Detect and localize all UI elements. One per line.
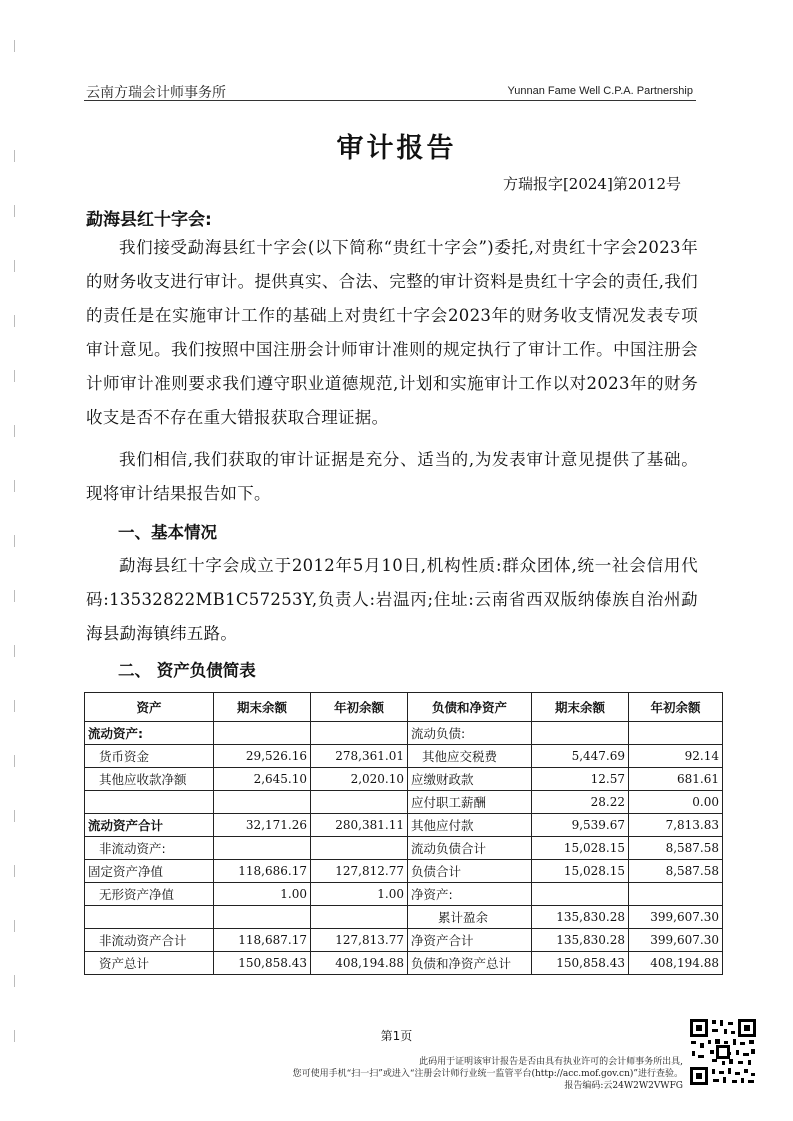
table-row <box>85 791 723 814</box>
table-cell: 累计盈余 <box>408 906 532 929</box>
table-row <box>85 860 723 883</box>
column-header: 负债和净资产 <box>408 693 532 722</box>
table-cell: 135,830.28 <box>532 929 629 952</box>
reference-number: 方瑞报字[2024]第2012号 <box>502 175 681 193</box>
table-cell <box>85 791 214 814</box>
header-divider <box>84 100 696 101</box>
table-row <box>85 745 723 768</box>
table-cell: 118,687.17 <box>214 929 311 952</box>
table-cell: 流动资产合计 <box>85 814 214 837</box>
table-cell: 固定资产净值 <box>85 860 214 883</box>
column-header: 年初余额 <box>629 693 723 722</box>
column-header: 期末余额 <box>214 693 311 722</box>
table-cell <box>532 722 629 745</box>
table-cell <box>311 791 408 814</box>
section-heading-balance-sheet: 二、 资产负债简表 <box>118 661 256 680</box>
table-cell: 非流动资产: <box>85 837 214 860</box>
report-code: 报告编码:云24W2W2VWFG <box>564 1081 683 1091</box>
table-row <box>85 814 723 837</box>
table-cell: 8,587.58 <box>629 860 723 883</box>
table-cell <box>629 722 723 745</box>
table-cell: 流动负债: <box>408 722 532 745</box>
table-cell: 应缴财政款 <box>408 768 532 791</box>
table-cell <box>311 837 408 860</box>
column-header: 年初余额 <box>311 693 408 722</box>
table-cell <box>214 791 311 814</box>
column-header: 资产 <box>85 693 214 722</box>
table-cell <box>85 906 214 929</box>
table-cell: 1.00 <box>214 883 311 906</box>
table-row <box>85 952 723 975</box>
table-cell: 2,645.10 <box>214 768 311 791</box>
table-row <box>85 929 723 952</box>
table-cell <box>311 722 408 745</box>
paragraph-evidence: 我们相信,我们获取的审计证据是充分、适当的,为发表审计意见提供了基础。现将审计结果报告如下。 <box>86 450 698 503</box>
table-cell: 399,607.30 <box>629 929 723 952</box>
table-cell: 资产总计 <box>85 952 214 975</box>
table-cell: 127,812.77 <box>311 860 408 883</box>
table-cell: 货币资金 <box>85 745 214 768</box>
table-cell: 12.57 <box>532 768 629 791</box>
table-cell <box>214 722 311 745</box>
table-cell: 应付职工薪酬 <box>408 791 532 814</box>
table-cell: 0.00 <box>629 791 723 814</box>
table-cell: 32,171.26 <box>214 814 311 837</box>
table-cell: 92.14 <box>629 745 723 768</box>
table-cell <box>532 883 629 906</box>
table-cell: 8,587.58 <box>629 837 723 860</box>
table-cell: 5,447.69 <box>532 745 629 768</box>
table-cell: 150,858.43 <box>214 952 311 975</box>
section-heading-basic-info: 一、基本情况 <box>118 523 217 542</box>
table-cell: 其他应付款 <box>408 814 532 837</box>
table-row <box>85 722 723 745</box>
table-row <box>85 837 723 860</box>
table-cell <box>214 906 311 929</box>
page-title: 审计报告 <box>336 133 457 164</box>
column-header: 期末余额 <box>532 693 629 722</box>
table-cell: 29,526.16 <box>214 745 311 768</box>
verification-note-line2: 您可使用手机“扫一扫”或进入“注册会计师行业统一监管平台(http://acc.mof.gov.cn)”进行查验。 <box>292 1069 683 1079</box>
table-cell: 150,858.43 <box>532 952 629 975</box>
table-cell: 280,381.11 <box>311 814 408 837</box>
table-cell: 无形资产净值 <box>85 883 214 906</box>
table-cell: 15,028.15 <box>532 837 629 860</box>
table-row <box>85 883 723 906</box>
table-cell: 118,686.17 <box>214 860 311 883</box>
table-cell: 负债和净资产总计 <box>408 952 532 975</box>
addressee: 勐海县红十字会: <box>86 210 212 230</box>
table-cell <box>629 883 723 906</box>
table-cell: 其他应收款净额 <box>85 768 214 791</box>
table-cell: 278,361.01 <box>311 745 408 768</box>
table-cell: 流动资产: <box>85 722 214 745</box>
table-cell: 9,539.67 <box>532 814 629 837</box>
table-cell: 2,020.10 <box>311 768 408 791</box>
table-cell: 135,830.28 <box>532 906 629 929</box>
firm-name-en: Yunnan Fame Well C.P.A. Partnership <box>507 85 693 97</box>
table-cell <box>214 837 311 860</box>
balance-sheet-table <box>84 692 723 975</box>
table-cell: 408,194.88 <box>311 952 408 975</box>
verification-note-line1: 此码用于证明该审计报告是否由具有执业许可的会计师事务所出具, <box>419 1057 683 1067</box>
table-cell: 28.22 <box>532 791 629 814</box>
firm-name-cn: 云南方瑞会计师事务所 <box>86 85 226 101</box>
table-cell <box>311 906 408 929</box>
table-cell: 15,028.15 <box>532 860 629 883</box>
verification-qr-code-icon[interactable] <box>688 1017 758 1087</box>
paragraph-basic-info: 勐海县红十字会成立于2012年5月10日,机构性质:群众团体,统一社会信用代码:13532822MB1C57253Y,负责人:岩温丙;住址:云南省西双版纳傣族自治州勐海县勐海镇纬五路。 <box>86 556 698 643</box>
table-cell: 流动负债合计 <box>408 837 532 860</box>
table-cell: 399,607.30 <box>629 906 723 929</box>
table-row <box>85 768 723 791</box>
table-cell: 7,813.83 <box>629 814 723 837</box>
table-cell: 127,813.77 <box>311 929 408 952</box>
paragraph-engagement: 我们接受勐海县红十字会(以下简称“贵红十字会”)委托,对贵红十字会2023年的财务收支进行审计。提供真实、合法、完整的审计资料是贵红十字会的责任,我们的责任是在实施审计工作的基础上对贵红十字会2023年的财务收支情况发表专项审计意见。我们按照中国注册会计师审计准则的规定执行了审计工作。中国注册会计师审计准则要求我们遵守职业道德规范,计划和实施审计工作以对2023年的财务收支是否不存在重大错报获取合理证据。 <box>86 238 698 427</box>
table-cell: 净资产合计 <box>408 929 532 952</box>
table-cell: 其他应交税费 <box>408 745 532 768</box>
table-cell: 1.00 <box>311 883 408 906</box>
page-number: 第1页 <box>380 1029 413 1043</box>
table-row <box>85 906 723 929</box>
table-cell: 非流动资产合计 <box>85 929 214 952</box>
table-header-row <box>85 693 723 722</box>
table-cell: 负债合计 <box>408 860 532 883</box>
table-cell: 681.61 <box>629 768 723 791</box>
table-cell: 408,194.88 <box>629 952 723 975</box>
table-cell: 净资产: <box>408 883 532 906</box>
